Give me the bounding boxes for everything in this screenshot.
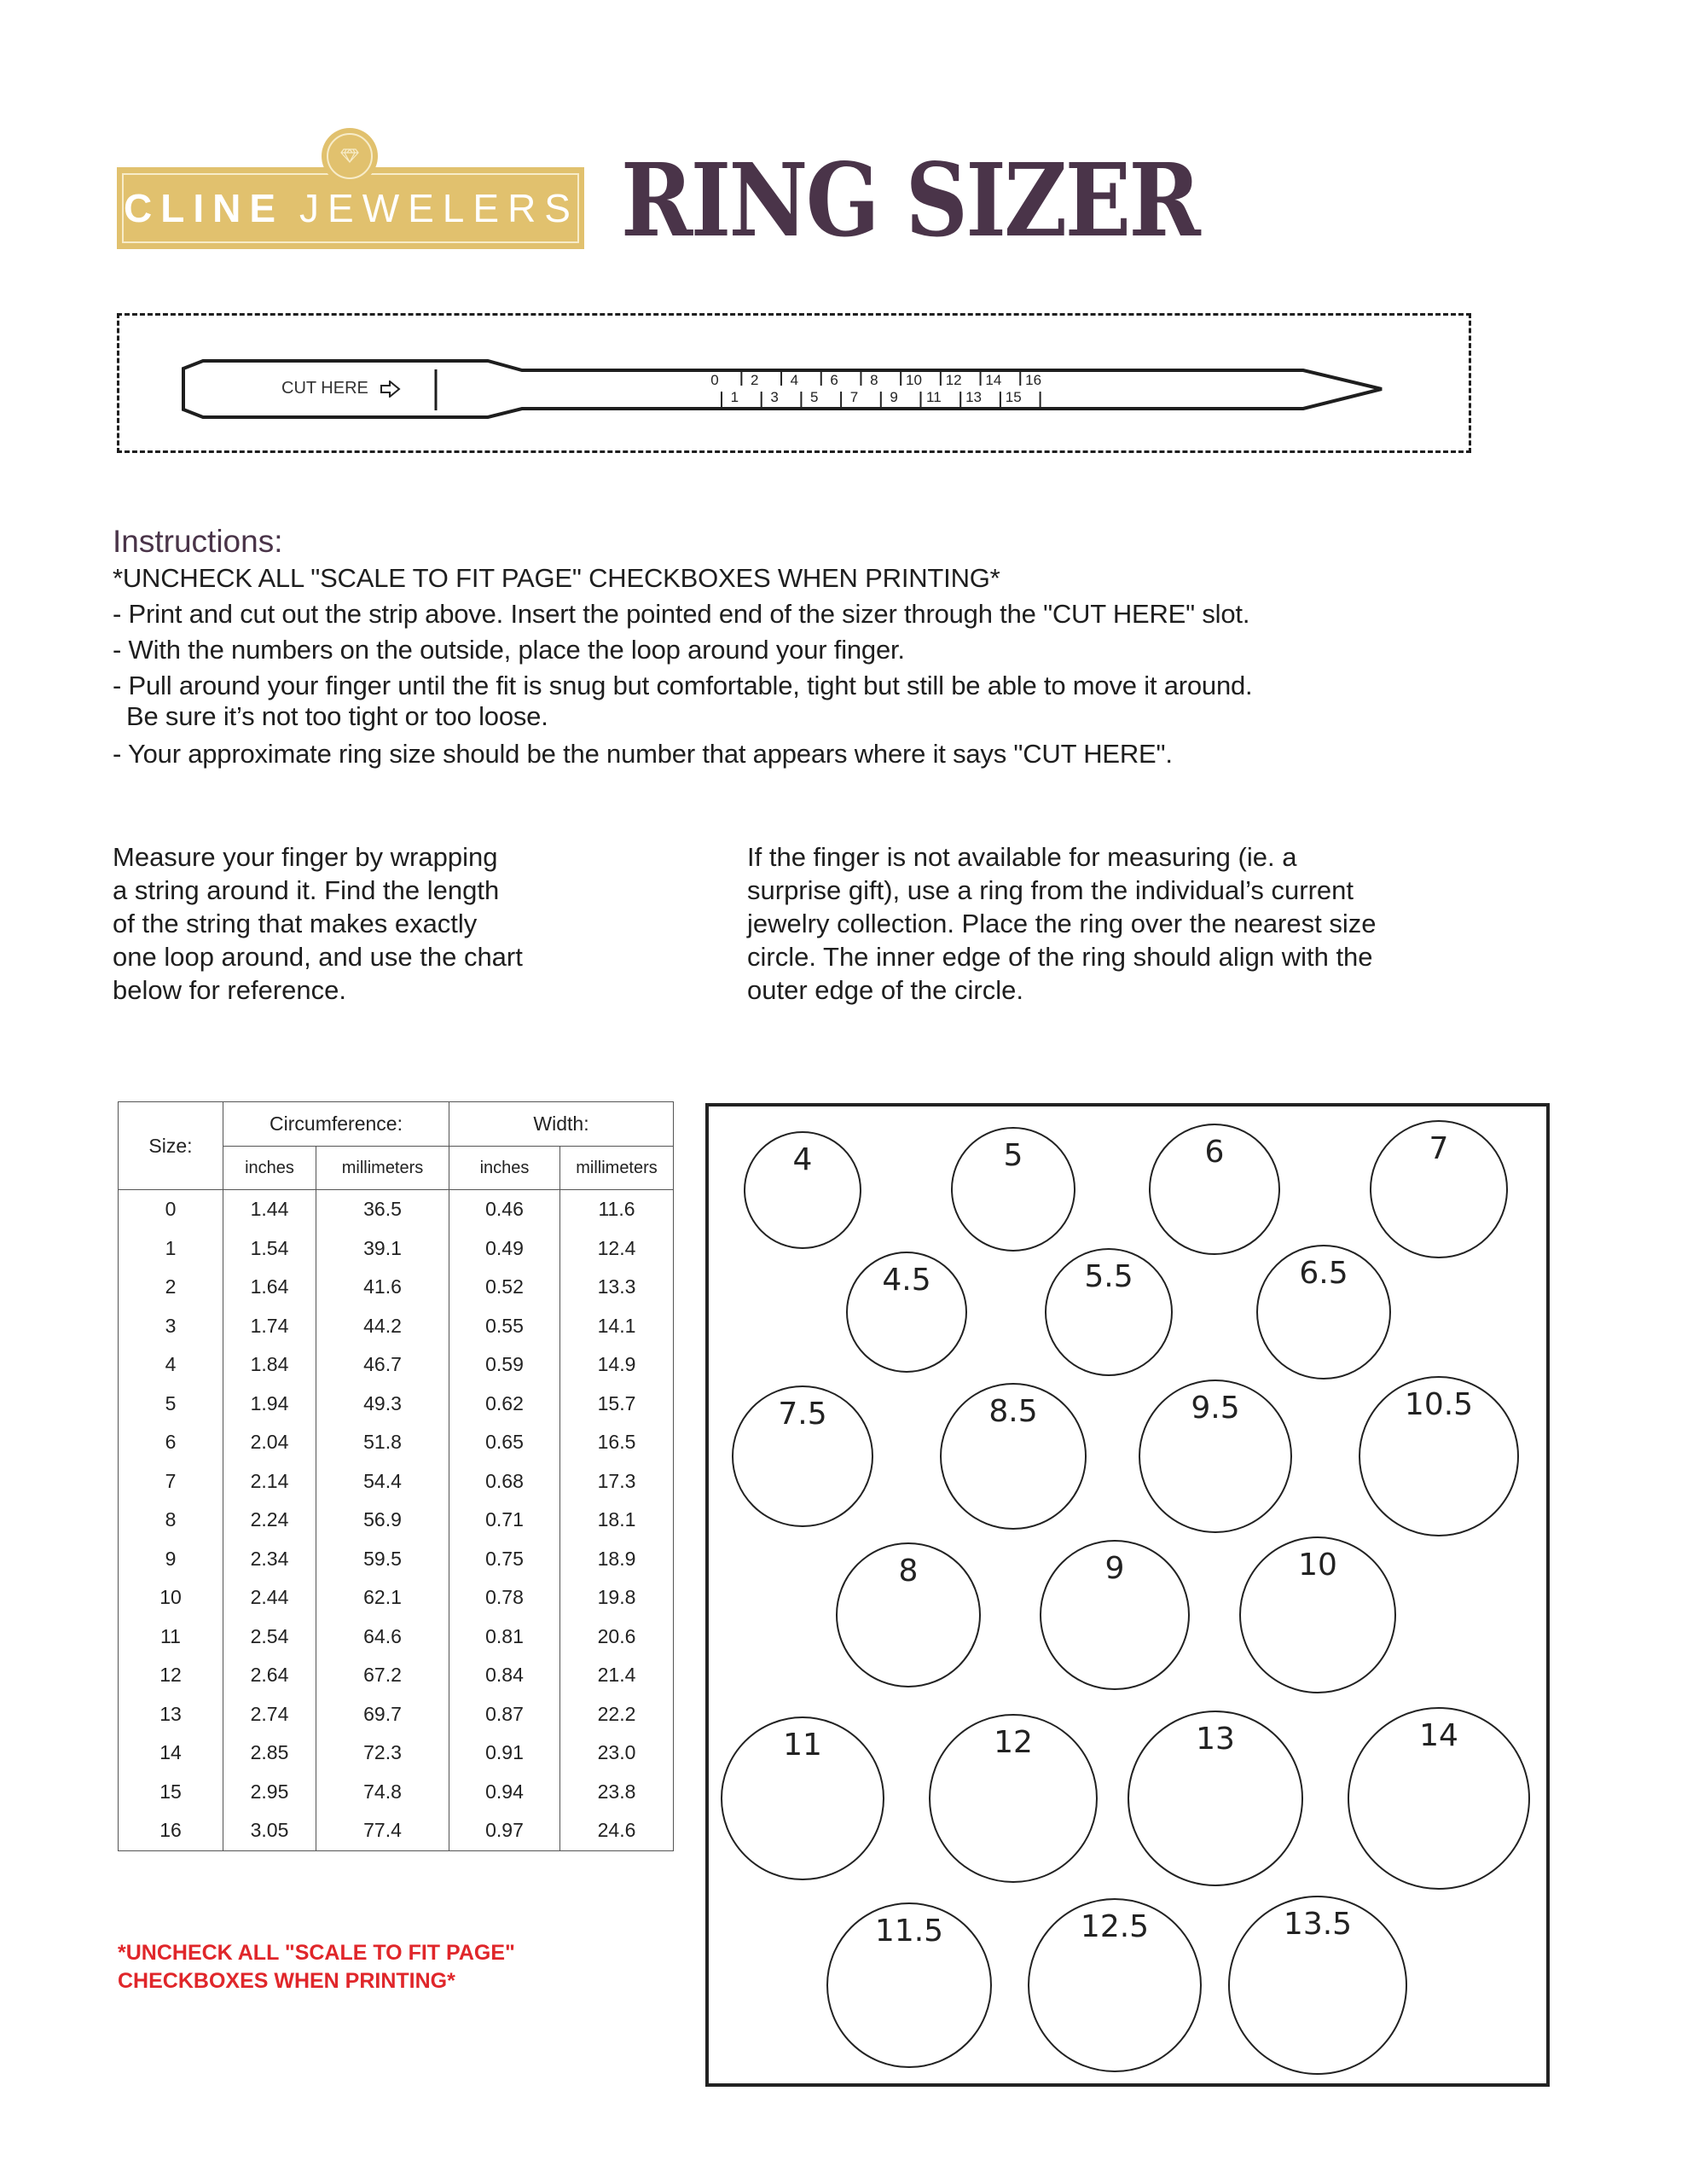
- circ-mm-cell: 46.7: [316, 1345, 449, 1385]
- print-warning-line: CHECKBOXES WHEN PRINTING*: [118, 1969, 455, 1993]
- cut-here-label: [281, 379, 402, 398]
- circ-mm-cell: 62.1: [316, 1578, 449, 1618]
- strip-size-number: 14: [985, 372, 1002, 388]
- ring-circle-chart-frame: [705, 1103, 1550, 2087]
- size-column-header: Size:: [119, 1102, 223, 1190]
- width-mm-cell: 23.8: [560, 1773, 674, 1812]
- size-cell: 12: [119, 1656, 223, 1695]
- circ-mm-cell: 44.2: [316, 1307, 449, 1346]
- width-mm-cell: 11.6: [560, 1190, 674, 1229]
- width-mm-cell: 21.4: [560, 1656, 674, 1695]
- width-inches-cell: 0.91: [449, 1734, 560, 1773]
- instructions-heading: Instructions:: [113, 524, 283, 559]
- size-cell: 3: [119, 1307, 223, 1346]
- width-mm-cell: 23.0: [560, 1734, 674, 1773]
- width-mm-cell: 17.3: [560, 1462, 674, 1502]
- size-circle-label: 4: [792, 1142, 813, 1177]
- size-cell: 4: [119, 1345, 223, 1385]
- width-inches-header: inches: [449, 1147, 560, 1190]
- width-mm-cell: 24.6: [560, 1811, 674, 1850]
- circ-inches-cell: 1.64: [223, 1268, 316, 1307]
- circumference-header: Circumference:: [223, 1102, 449, 1147]
- circ-mm-cell: 41.6: [316, 1268, 449, 1307]
- circ-mm-cell: 54.4: [316, 1462, 449, 1502]
- width-mm-cell: 14.1: [560, 1307, 674, 1346]
- size-circle-label: 9: [1104, 1551, 1125, 1586]
- circ-mm-cell: 59.5: [316, 1540, 449, 1579]
- instruction-step: - Pull around your finger until the fit is snug but comfortable, tight but still be able to move it around.: [113, 671, 1253, 700]
- circ-mm-cell: 51.8: [316, 1423, 449, 1462]
- circ-inches-cell: 3.05: [223, 1811, 316, 1850]
- table-row: [119, 1462, 674, 1502]
- size-circle-label: 13: [1196, 1722, 1235, 1757]
- width-inches-cell: 0.78: [449, 1578, 560, 1618]
- paragraph-line: Measure your finger by wrapping: [113, 842, 498, 872]
- table-row: [119, 1345, 674, 1385]
- strip-size-number: 3: [770, 389, 779, 405]
- table-row: [119, 1656, 674, 1695]
- paragraph-line: circle. The inner edge of the ring should align with the: [747, 942, 1373, 972]
- strip-size-number: 11: [926, 389, 942, 405]
- size-cell: 5: [119, 1385, 223, 1424]
- table-row: [119, 1423, 674, 1462]
- size-cell: 0: [119, 1190, 223, 1229]
- width-inches-cell: 0.52: [449, 1268, 560, 1307]
- circ-inches-cell: 2.44: [223, 1578, 316, 1618]
- page-title: RING SIZER: [621, 141, 1199, 259]
- ring-size-table: [118, 1101, 674, 1851]
- size-cell: 14: [119, 1734, 223, 1773]
- width-inches-cell: 0.46: [449, 1190, 560, 1229]
- width-inches-cell: 0.94: [449, 1773, 560, 1812]
- size-circle-label: 11.5: [874, 1914, 944, 1949]
- strip-size-number: 6: [830, 372, 838, 388]
- table-row: [119, 1618, 674, 1657]
- paragraph-line: outer edge of the circle.: [747, 975, 1023, 1005]
- instruction-step: - With the numbers on the outside, place the loop around your finger.: [113, 635, 905, 665]
- circ-inches-cell: 2.24: [223, 1501, 316, 1540]
- size-circle-label: 9.5: [1191, 1391, 1240, 1426]
- size-cell: 7: [119, 1462, 223, 1502]
- table-row: [119, 1578, 674, 1618]
- paragraph-line: a string around it. Find the length: [113, 875, 500, 905]
- width-mm-cell: 18.9: [560, 1540, 674, 1579]
- size-circle-label: 5: [1003, 1138, 1023, 1173]
- size-circle-label: 10: [1298, 1548, 1337, 1583]
- table-row: [119, 1734, 674, 1773]
- circ-mm-cell: 49.3: [316, 1385, 449, 1424]
- size-circle-label: 5.5: [1084, 1259, 1133, 1294]
- logo-brand-light: JEWELERS: [299, 186, 579, 230]
- width-mm-cell: 18.1: [560, 1501, 674, 1540]
- size-circle-label: 13.5: [1283, 1907, 1353, 1942]
- circ-inches-cell: 1.54: [223, 1229, 316, 1269]
- size-circle-label: 12: [994, 1725, 1033, 1760]
- size-circle-label: 8.5: [988, 1394, 1038, 1429]
- print-warning-line: *UNCHECK ALL "SCALE TO FIT PAGE": [118, 1941, 515, 1965]
- width-inches-cell: 0.97: [449, 1811, 560, 1850]
- instruction-step-continued: Be sure it’s not too tight or too loose.: [126, 701, 548, 731]
- strip-size-number: 0: [710, 372, 719, 388]
- strip-size-number: 1: [730, 389, 739, 405]
- size-cell: 1: [119, 1229, 223, 1269]
- size-circle-label: 8: [898, 1554, 919, 1589]
- size-cell: 13: [119, 1695, 223, 1734]
- size-circle-label: 6.5: [1299, 1256, 1348, 1291]
- table-row: [119, 1307, 674, 1346]
- strip-size-number: 16: [1025, 372, 1042, 388]
- circ-inches-cell: 2.74: [223, 1695, 316, 1734]
- arrow-right-icon: [380, 380, 402, 398]
- size-circle-label: 6: [1204, 1135, 1225, 1170]
- size-circle-label: 12.5: [1080, 1909, 1150, 1944]
- instruction-warning: *UNCHECK ALL "SCALE TO FIT PAGE" CHECKBOXES WHEN PRINTING*: [113, 563, 1000, 593]
- print-warning: [118, 1939, 515, 1995]
- circumference-mm-header: millimeters: [316, 1147, 449, 1190]
- circ-mm-cell: 64.6: [316, 1618, 449, 1657]
- circ-inches-cell: 2.95: [223, 1773, 316, 1812]
- strip-size-number: 13: [965, 389, 983, 405]
- circ-inches-cell: 1.94: [223, 1385, 316, 1424]
- circ-inches-cell: 2.64: [223, 1656, 316, 1695]
- width-inches-cell: 0.49: [449, 1229, 560, 1269]
- instruction-step: - Print and cut out the strip above. Insert the pointed end of the sizer through the "CUT HERE" slot.: [113, 599, 1250, 629]
- table-row: [119, 1811, 674, 1850]
- width-mm-cell: 12.4: [560, 1229, 674, 1269]
- circ-inches-cell: 1.74: [223, 1307, 316, 1346]
- width-inches-cell: 0.71: [449, 1501, 560, 1540]
- circ-inches-cell: 1.84: [223, 1345, 316, 1385]
- width-inches-cell: 0.65: [449, 1423, 560, 1462]
- width-inches-cell: 0.75: [449, 1540, 560, 1579]
- paragraph-line: one loop around, and use the chart: [113, 942, 523, 972]
- circ-mm-cell: 77.4: [316, 1811, 449, 1850]
- circ-mm-cell: 69.7: [316, 1695, 449, 1734]
- strip-size-number: 7: [849, 389, 859, 405]
- width-mm-cell: 16.5: [560, 1423, 674, 1462]
- size-cell: 6: [119, 1423, 223, 1462]
- size-cell: 15: [119, 1773, 223, 1812]
- strip-size-number: 9: [890, 389, 898, 405]
- strip-size-number: 12: [945, 372, 962, 388]
- width-inches-cell: 0.59: [449, 1345, 560, 1385]
- strip-size-number: 8: [870, 372, 878, 388]
- table-row: [119, 1385, 674, 1424]
- width-inches-cell: 0.68: [449, 1462, 560, 1502]
- width-inches-cell: 0.84: [449, 1656, 560, 1695]
- circ-inches-cell: 2.34: [223, 1540, 316, 1579]
- logo-brand-bold: CLINE: [124, 186, 285, 230]
- size-cell: 11: [119, 1618, 223, 1657]
- circ-mm-cell: 56.9: [316, 1501, 449, 1540]
- strip-size-number: 15: [1005, 389, 1022, 405]
- width-mm-cell: 13.3: [560, 1268, 674, 1307]
- brand-logo: [117, 128, 586, 249]
- circ-inches-cell: 2.14: [223, 1462, 316, 1502]
- width-mm-cell: 19.8: [560, 1578, 674, 1618]
- table-row: [119, 1501, 674, 1540]
- size-circle-label: 14: [1419, 1718, 1458, 1753]
- size-circle-label: 10.5: [1404, 1387, 1474, 1422]
- strip-size-number: 5: [810, 389, 819, 405]
- string-method-paragraph: [113, 840, 523, 1007]
- width-inches-cell: 0.87: [449, 1695, 560, 1734]
- table-row: [119, 1695, 674, 1734]
- circ-mm-cell: 74.8: [316, 1773, 449, 1812]
- paragraph-line: below for reference.: [113, 975, 346, 1005]
- size-cell: 10: [119, 1578, 223, 1618]
- circ-inches-cell: 2.54: [223, 1618, 316, 1657]
- size-circle-label: 11: [783, 1728, 822, 1763]
- size-circle-label: 7.5: [778, 1397, 827, 1432]
- table-row: [119, 1773, 674, 1812]
- strip-size-number: 2: [750, 372, 759, 388]
- paragraph-line: surprise gift), use a ring from the individual’s current: [747, 875, 1354, 905]
- size-circle-label: 7: [1429, 1131, 1449, 1166]
- width-header: Width:: [449, 1102, 674, 1147]
- table-row: [119, 1229, 674, 1269]
- paragraph-line: jewelry collection. Place the ring over the nearest size: [747, 909, 1377, 938]
- logo-wordmark: [124, 167, 579, 249]
- cut-here-text: CUT HERE: [281, 379, 368, 398]
- paragraph-line: of the string that makes exactly: [113, 909, 478, 938]
- width-inches-cell: 0.81: [449, 1618, 560, 1657]
- width-mm-cell: 14.9: [560, 1345, 674, 1385]
- circ-inches-cell: 2.04: [223, 1423, 316, 1462]
- size-cell: 16: [119, 1811, 223, 1850]
- instruction-step: - Your approximate ring size should be the number that appears where it says "CUT HERE".: [113, 739, 1173, 769]
- table-row: [119, 1190, 674, 1229]
- width-mm-cell: 20.6: [560, 1618, 674, 1657]
- circ-mm-cell: 39.1: [316, 1229, 449, 1269]
- circ-mm-cell: 67.2: [316, 1656, 449, 1695]
- size-cell: 8: [119, 1501, 223, 1540]
- circumference-inches-header: inches: [223, 1147, 316, 1190]
- circ-mm-cell: 72.3: [316, 1734, 449, 1773]
- table-row: [119, 1540, 674, 1579]
- size-circle-label: 4.5: [882, 1263, 931, 1298]
- width-inches-cell: 0.62: [449, 1385, 560, 1424]
- width-inches-cell: 0.55: [449, 1307, 560, 1346]
- strip-size-number: 10: [906, 372, 922, 388]
- table-row: [119, 1268, 674, 1307]
- size-cell: 2: [119, 1268, 223, 1307]
- circ-inches-cell: 2.85: [223, 1734, 316, 1773]
- circ-inches-cell: 1.44: [223, 1190, 316, 1229]
- paragraph-line: If the finger is not available for measuring (ie. a: [747, 842, 1297, 872]
- width-mm-header: millimeters: [560, 1147, 674, 1190]
- strip-size-number: 4: [790, 372, 799, 388]
- diamond-icon: [339, 144, 360, 165]
- ring-method-paragraph: [747, 840, 1376, 1007]
- circ-mm-cell: 36.5: [316, 1190, 449, 1229]
- size-cell: 9: [119, 1540, 223, 1579]
- width-mm-cell: 22.2: [560, 1695, 674, 1734]
- width-mm-cell: 15.7: [560, 1385, 674, 1424]
